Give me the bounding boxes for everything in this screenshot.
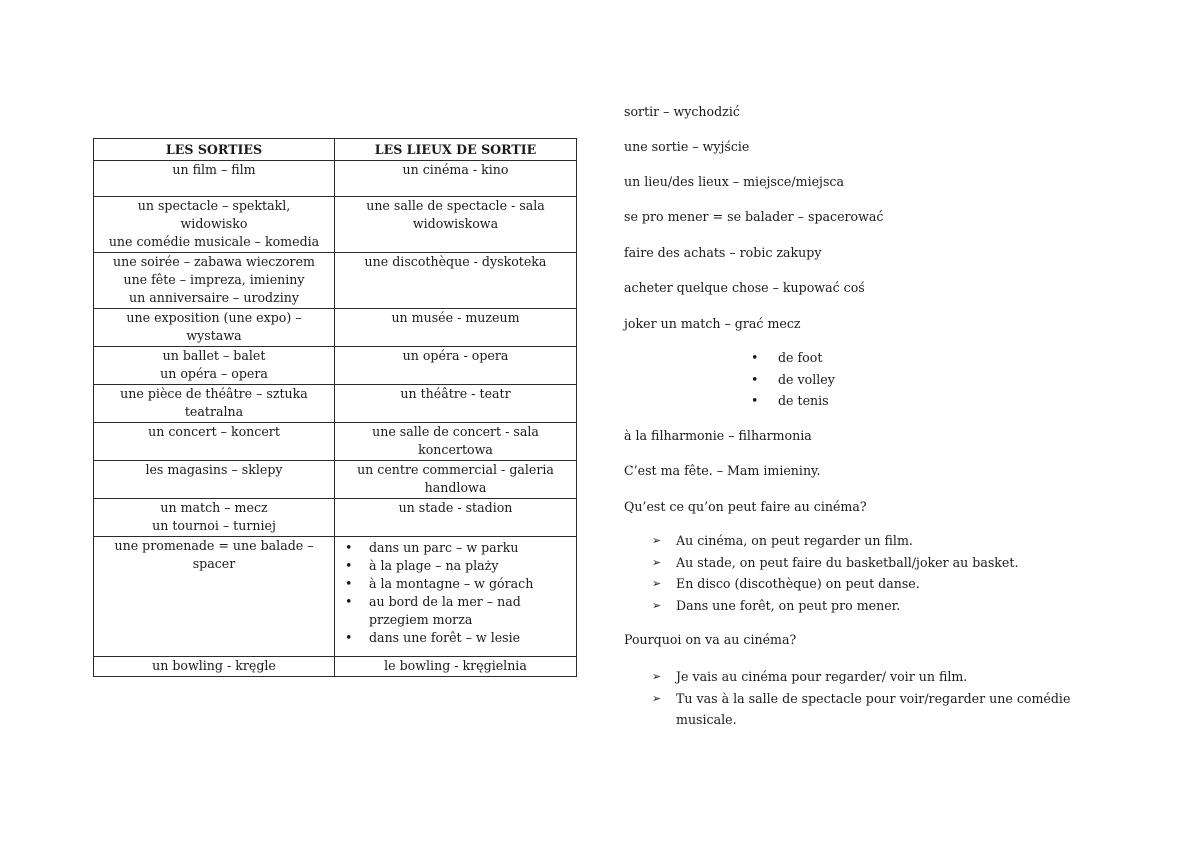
cell-text: un opéra – opera: [160, 366, 268, 381]
sortie-cell: [94, 161, 335, 197]
cell-text: un anniversaire – urodziny: [128, 290, 299, 305]
vocab-line: une sortie – wyjście: [624, 139, 750, 154]
table-row: [94, 657, 577, 677]
cell-text: un concert – koncert: [148, 424, 280, 439]
lieu-cell: [335, 161, 577, 197]
vocab-line: à la filharmonie – filharmonia: [624, 428, 812, 443]
table-row: [94, 461, 577, 499]
cell-text: une salle de concert - sala: [372, 424, 539, 439]
lieu-cell: [335, 309, 577, 347]
table-header-row: [94, 139, 577, 161]
answers-1: [652, 530, 1072, 616]
vocab-line: se pro mener = se balader – spacerować: [624, 209, 884, 224]
sortie-cell: [94, 657, 335, 677]
sortie-cell: [94, 309, 335, 347]
table-body: [94, 161, 577, 677]
vocab-line: faire des achats – robic zakupy: [624, 245, 822, 260]
list-item: ➢ En disco (discothèque) on peut danse.: [652, 573, 1072, 595]
cell-text: un bowling - kręgle: [152, 658, 276, 673]
table-row: [94, 197, 577, 253]
cell-text: une exposition (une expo) –: [126, 310, 302, 325]
table-row: [94, 423, 577, 461]
cell-text: une soirée – zabawa wieczorem: [113, 254, 315, 269]
cell-text: handlowa: [424, 480, 487, 495]
vocab-line: C’est ma fête. – Mam imieniny.: [624, 463, 821, 478]
cell-text: un tournoi – turniej: [152, 518, 276, 533]
cell-text: un centre commercial - galeria: [357, 462, 554, 477]
vocab-line: sortir – wychodzić: [624, 104, 740, 119]
list-item: ➢ Au stade, on peut faire du basketball/joker au basket.: [652, 552, 1072, 574]
cell-text: un film – film: [172, 162, 256, 177]
cell-text: un théâtre - teatr: [400, 386, 511, 401]
list-item: • de foot: [778, 349, 835, 371]
sortie-cell: [94, 423, 335, 461]
vocab-line: acheter quelque chose – kupować coś: [624, 280, 865, 295]
list-item: ➢ Dans une forêt, on peut pro mener.: [652, 595, 1072, 617]
list-item: • à la plage – na plaży: [369, 557, 572, 575]
cell-text: une fête – impreza, imieniny: [123, 272, 305, 287]
vocab-line: un lieu/des lieux – miejsce/miejsca: [624, 174, 844, 189]
list-item: • dans une forêt – w lesie: [369, 629, 572, 647]
list-item: • au bord de la mer – nad przegiem morza: [369, 593, 572, 629]
cell-text: un opéra - opera: [402, 348, 509, 363]
table-row: [94, 385, 577, 423]
lieu-cell: [335, 499, 577, 537]
cell-text: une salle de spectacle - sala: [366, 198, 545, 213]
list-item: ➢ Tu vas à la salle de spectacle pour voir/regarder une comédie musicale.: [652, 688, 1072, 731]
lieu-cell: [335, 537, 577, 657]
question-2: Pourquoi on va au cinéma?: [624, 632, 797, 647]
cell-text: une pièce de théâtre – sztuka: [120, 386, 308, 401]
question-1: Qu’est ce qu’on peut faire au cinéma?: [624, 499, 867, 514]
lieu-cell: [335, 657, 577, 677]
cell-text: spacer: [192, 556, 236, 571]
sports-list: [778, 349, 835, 414]
vocab-line: joker un match – grać mecz: [624, 316, 801, 331]
cell-text: un cinéma - kino: [402, 162, 509, 177]
cell-text: widowiskowa: [412, 216, 499, 231]
cell-text: le bowling - kręgielnia: [384, 658, 527, 673]
lieu-cell: [335, 197, 577, 253]
table-row: [94, 499, 577, 537]
table-row: [94, 161, 577, 197]
lieu-cell: [335, 385, 577, 423]
answers-2: [652, 666, 1072, 731]
cell-text: wystawa: [186, 328, 242, 343]
header-lieux: LES LIEUX DE SORTIE: [335, 139, 577, 161]
table-row: [94, 537, 577, 657]
list-item: • à la montagne – w górach: [369, 575, 572, 593]
cell-text: les magasins – sklepy: [145, 462, 283, 477]
lieu-cell: [335, 347, 577, 385]
list-item: ➢ Au cinéma, on peut regarder un film.: [652, 530, 1072, 552]
sortie-cell: [94, 347, 335, 385]
table-row: [94, 347, 577, 385]
cell-text: un match – mecz: [160, 500, 268, 515]
cell-text: un spectacle – spektakl,: [137, 198, 291, 213]
cell-text: un musée - muzeum: [391, 310, 520, 325]
cell-text: teatralna: [184, 404, 244, 419]
sortie-cell: [94, 461, 335, 499]
cell-text: koncertowa: [418, 442, 493, 457]
lieu-cell: [335, 423, 577, 461]
cell-text: une discothèque - dyskoteka: [364, 254, 547, 269]
places-list: [339, 539, 572, 647]
list-item: ➢ Je vais au cinéma pour regarder/ voir un film.: [652, 666, 1072, 688]
vocabulary-table: [93, 138, 577, 677]
lieu-cell: [335, 461, 577, 499]
table-row: [94, 253, 577, 309]
sortie-cell: [94, 197, 335, 253]
lieu-cell: [335, 253, 577, 309]
sortie-cell: [94, 537, 335, 657]
header-sorties: LES SORTIES: [94, 139, 335, 161]
list-item: • de tenis: [778, 392, 835, 414]
cell-text: une promenade = une balade –: [114, 538, 314, 553]
cell-text: un ballet – balet: [162, 348, 266, 363]
cell-text: widowisko: [180, 216, 248, 231]
list-item: • dans un parc – w parku: [369, 539, 572, 557]
cell-text: un stade - stadion: [398, 500, 513, 515]
sortie-cell: [94, 253, 335, 309]
cell-text: une comédie musicale – komedia: [108, 234, 320, 249]
table-row: [94, 309, 577, 347]
sortie-cell: [94, 499, 335, 537]
sortie-cell: [94, 385, 335, 423]
list-item: • de volley: [778, 371, 835, 393]
